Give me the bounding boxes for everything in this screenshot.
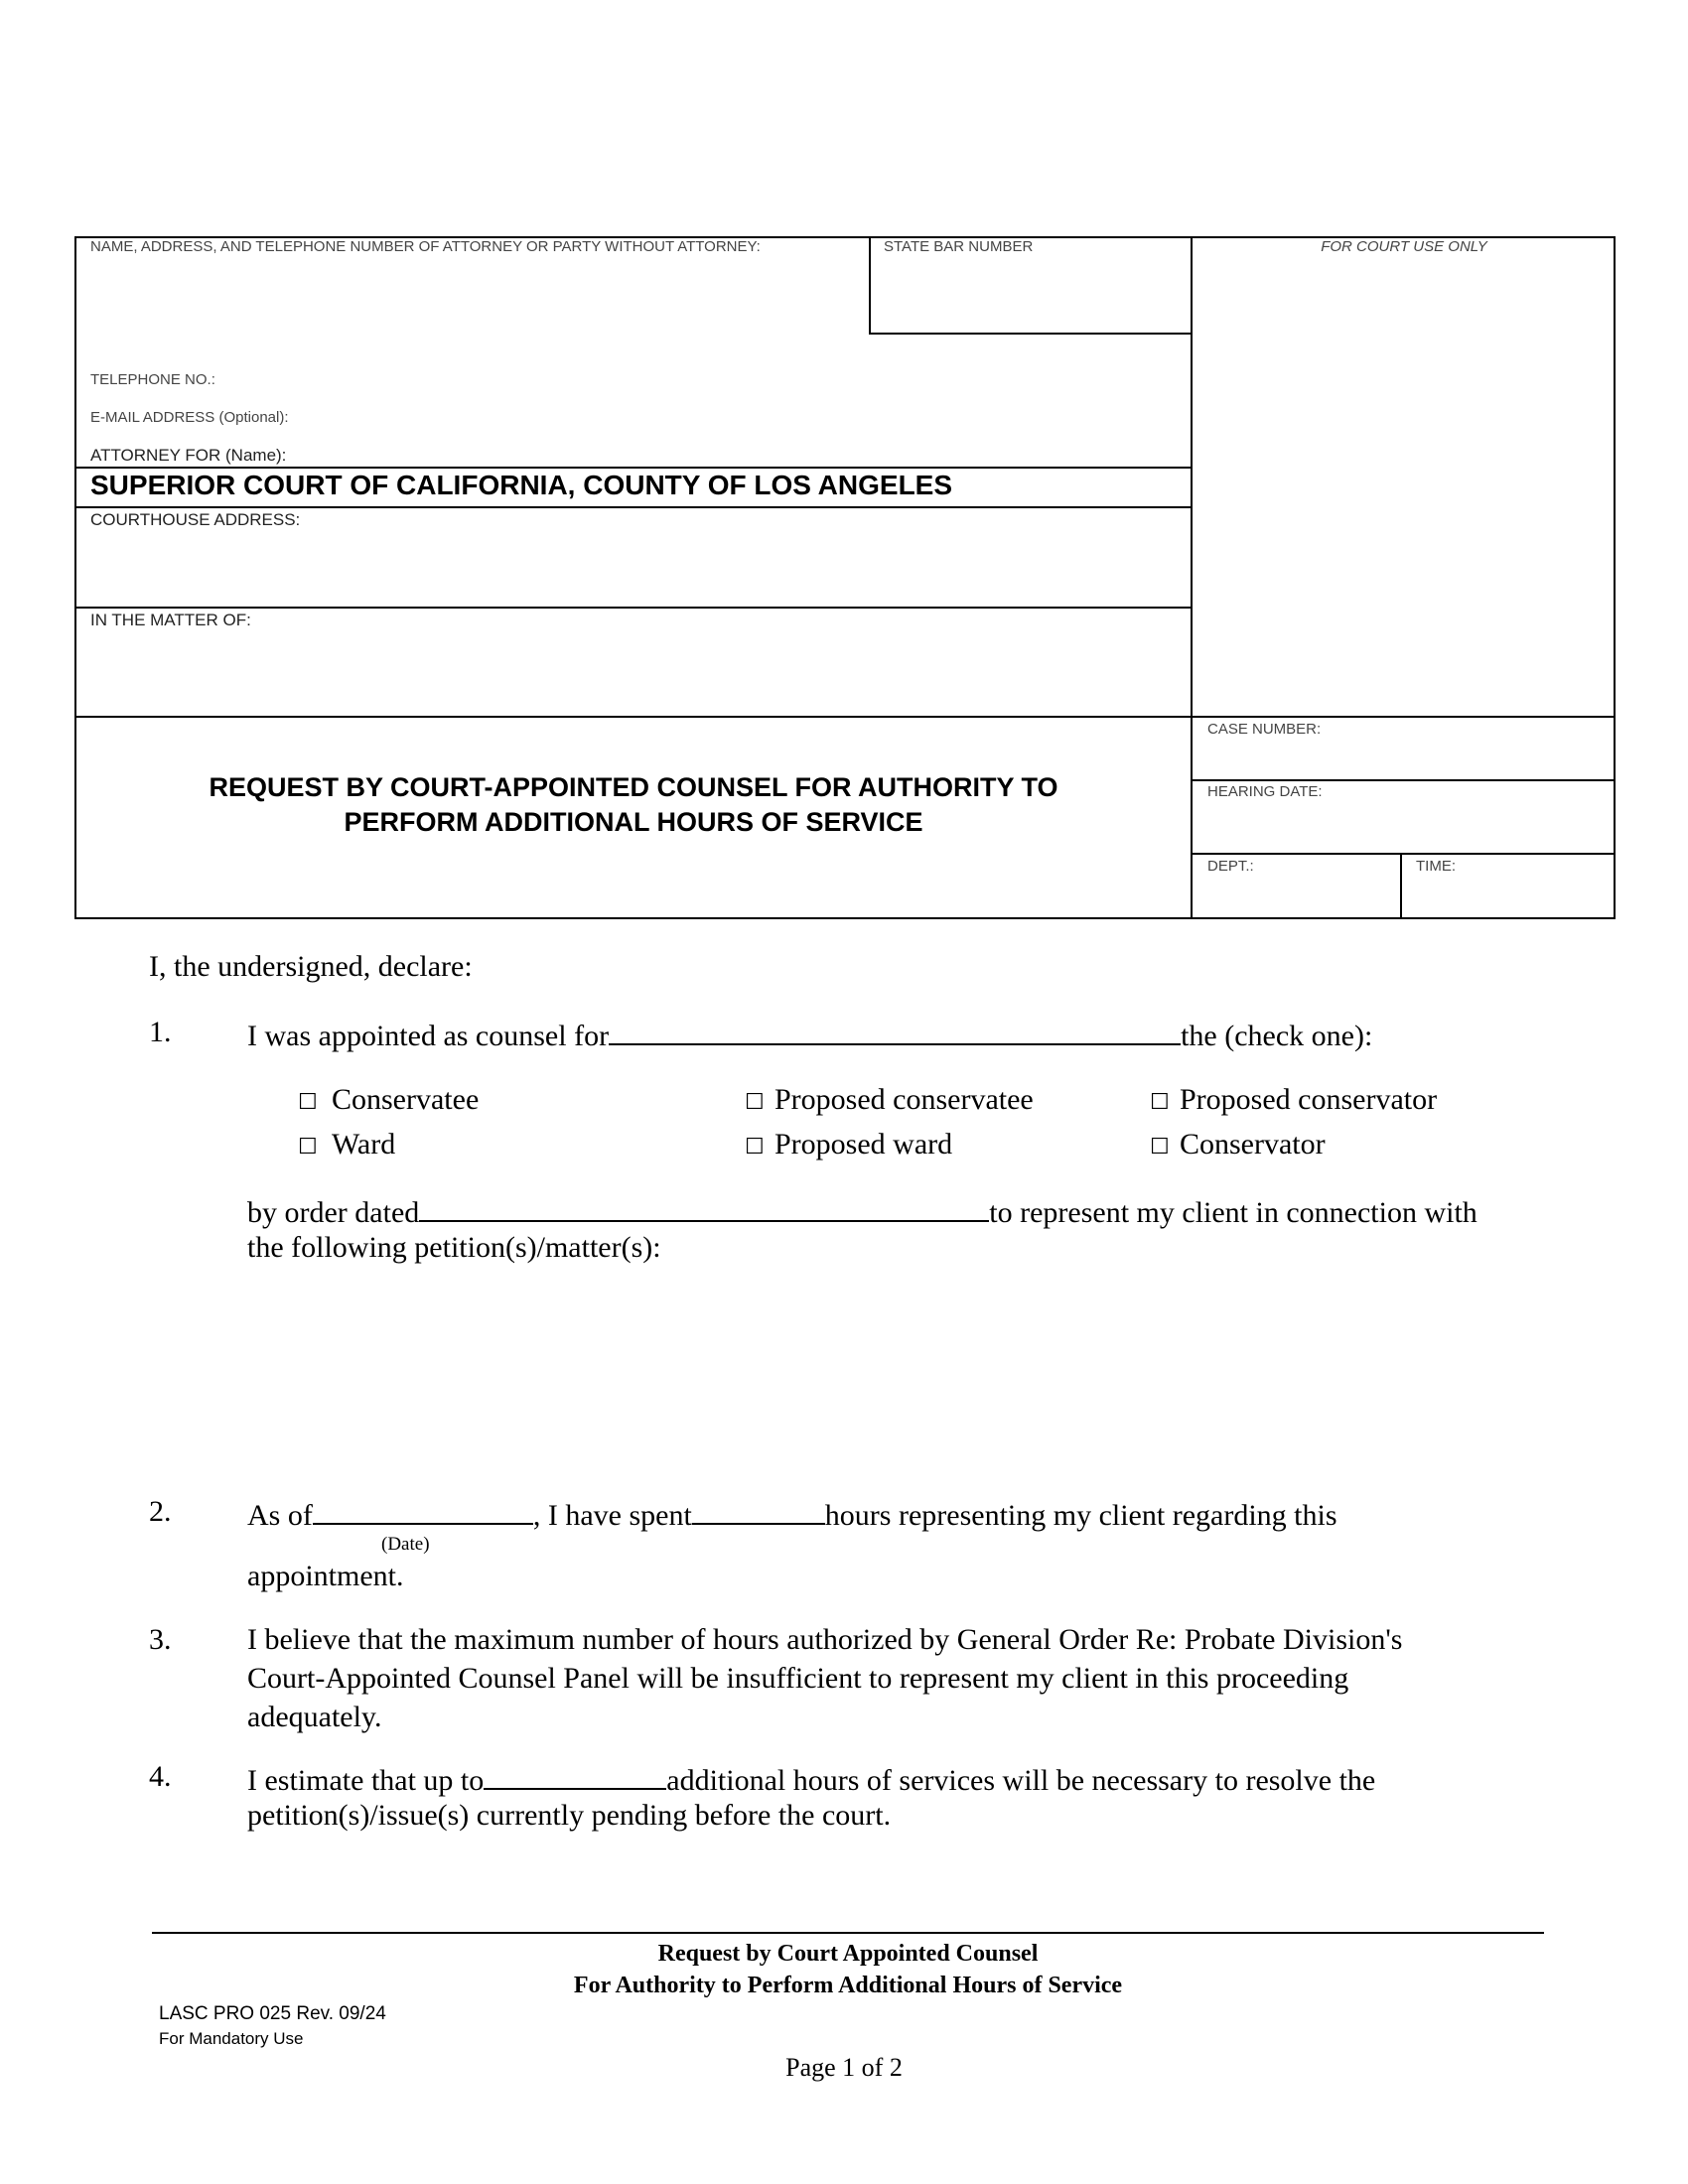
intro-statement: I, the undersigned, declare: — [149, 950, 473, 983]
option-ward[interactable] — [298, 1130, 395, 1160]
footer-title-line-2: For Authority to Perform Additional Hours of Service — [573, 1973, 1123, 1998]
option-label: Conservator — [1180, 1128, 1326, 1160]
item-3-number: 3. — [149, 1623, 172, 1656]
item-4-number: 4. — [149, 1760, 172, 1793]
matters-field[interactable] — [247, 1276, 1548, 1479]
order-date-field[interactable] — [419, 1194, 989, 1222]
checkbox-icon: ☐ — [1150, 1090, 1170, 1115]
item-3-line-3: adequately. — [247, 1701, 382, 1733]
form-title — [76, 770, 1191, 840]
court-name-bottom-rule — [74, 506, 1193, 508]
hearing-date-label: HEARING DATE: — [1207, 783, 1323, 800]
case-number-label: CASE NUMBER: — [1207, 721, 1322, 738]
court-name-top-rule — [74, 467, 1193, 469]
page-number: Page 1 of 2 — [785, 2053, 903, 2082]
item-4-line — [247, 1762, 1375, 1796]
court-use-label: FOR COURT USE ONLY — [1321, 238, 1487, 255]
form-title-line-2: PERFORM ADDITIONAL HOURS OF SERVICE — [344, 807, 923, 837]
case-number-rule — [1191, 779, 1616, 781]
footer-rule — [152, 1932, 1544, 1934]
client-name-field[interactable] — [609, 1018, 1181, 1045]
court-name: SUPERIOR COURT OF CALIFORNIA, COUNTY OF LOS ANGELES — [90, 470, 953, 500]
item-1-number: 1. — [149, 1016, 172, 1048]
option-conservator[interactable] — [1150, 1130, 1326, 1160]
option-conservatee[interactable] — [298, 1085, 479, 1115]
item-3-line-1: I believe that the maximum number of hours authorized by General Order Re: Probate Division's — [247, 1623, 1403, 1656]
checkbox-icon: ☐ — [745, 1090, 765, 1115]
checkbox-icon: ☐ — [298, 1090, 318, 1115]
bar-box-left — [869, 236, 871, 335]
courthouse-address-label: COURTHOUSE ADDRESS: — [90, 510, 301, 529]
dept-time-divider — [1400, 853, 1402, 919]
additional-hours-field[interactable] — [484, 1762, 666, 1790]
form-title-line-1: REQUEST BY COURT-APPOINTED COUNSEL FOR AUTHORITY TO — [209, 772, 1058, 802]
form-id: LASC PRO 025 Rev. 09/24 — [159, 2003, 386, 2024]
footer-title-line-1: Request by Court Appointed Counsel — [657, 1941, 1039, 1967]
item-2-line — [247, 1497, 1337, 1531]
matter-rule — [74, 607, 1193, 609]
hearing-date-rule — [1191, 853, 1616, 855]
item-1-text-before: I was appointed as counsel for — [247, 1020, 610, 1052]
court-column-divider — [1191, 236, 1193, 919]
option-proposed-conservator[interactable] — [1150, 1085, 1437, 1115]
checkbox-icon: ☐ — [1150, 1135, 1170, 1160]
item-4-line-2: petition(s)/issue(s) currently pending before the court. — [247, 1799, 892, 1832]
bar-box-bottom — [869, 333, 1193, 335]
checkbox-icon: ☐ — [298, 1135, 318, 1160]
order-text-before: by order dated — [247, 1196, 420, 1229]
item-4-text-after: additional hours of services will be necessary to resolve the — [666, 1764, 1376, 1797]
item-4-text-before: I estimate that up to — [247, 1764, 485, 1797]
attorney-for-label: ATTORNEY FOR (Name): — [90, 446, 287, 465]
matter-label: IN THE MATTER OF: — [90, 611, 251, 629]
item-2-after: hours representing my client regarding this — [824, 1499, 1337, 1532]
item-2-line-2: appointment. — [247, 1560, 404, 1592]
item-2-number: 2. — [149, 1495, 172, 1528]
option-label: Proposed conservator — [1180, 1083, 1438, 1116]
footer-title — [152, 1938, 1544, 2001]
state-bar-label: STATE BAR NUMBER — [884, 238, 1034, 255]
option-label: Proposed ward — [774, 1128, 953, 1160]
option-proposed-ward[interactable] — [745, 1130, 952, 1160]
item-2-spent: , I have spent — [532, 1499, 692, 1532]
title-section-rule — [74, 716, 1616, 718]
item-1-line — [247, 1018, 1372, 1051]
telephone-label: TELEPHONE NO.: — [90, 371, 215, 388]
option-label: Proposed conservatee — [774, 1083, 1034, 1116]
as-of-date-field[interactable] — [313, 1497, 533, 1525]
date-caption: (Date) — [381, 1534, 430, 1555]
option-proposed-conservatee[interactable] — [745, 1085, 1034, 1115]
option-label: Conservatee — [332, 1083, 480, 1116]
dept-label: DEPT.: — [1207, 858, 1254, 875]
item-2-as-of: As of — [247, 1499, 313, 1532]
mandatory-use: For Mandatory Use — [159, 2029, 304, 2048]
hours-spent-field[interactable] — [692, 1497, 825, 1525]
order-dated-line — [247, 1194, 1477, 1228]
item-1-text-after: the (check one): — [1181, 1020, 1373, 1052]
attorney-label: NAME, ADDRESS, AND TELEPHONE NUMBER OF ATTORNEY OR PARTY WITHOUT ATTORNEY: — [90, 238, 761, 255]
email-label: E-MAIL ADDRESS (Optional): — [90, 409, 289, 426]
item-3-line-2: Court-Appointed Counsel Panel will be insufficient to represent my client in this proceeding — [247, 1662, 1349, 1695]
order-text-after: to represent my client in connection with — [989, 1196, 1477, 1229]
order-line-2: the following petition(s)/matter(s): — [247, 1231, 661, 1264]
option-label: Ward — [332, 1128, 396, 1160]
time-label: TIME: — [1416, 858, 1456, 875]
checkbox-icon: ☐ — [745, 1135, 765, 1160]
